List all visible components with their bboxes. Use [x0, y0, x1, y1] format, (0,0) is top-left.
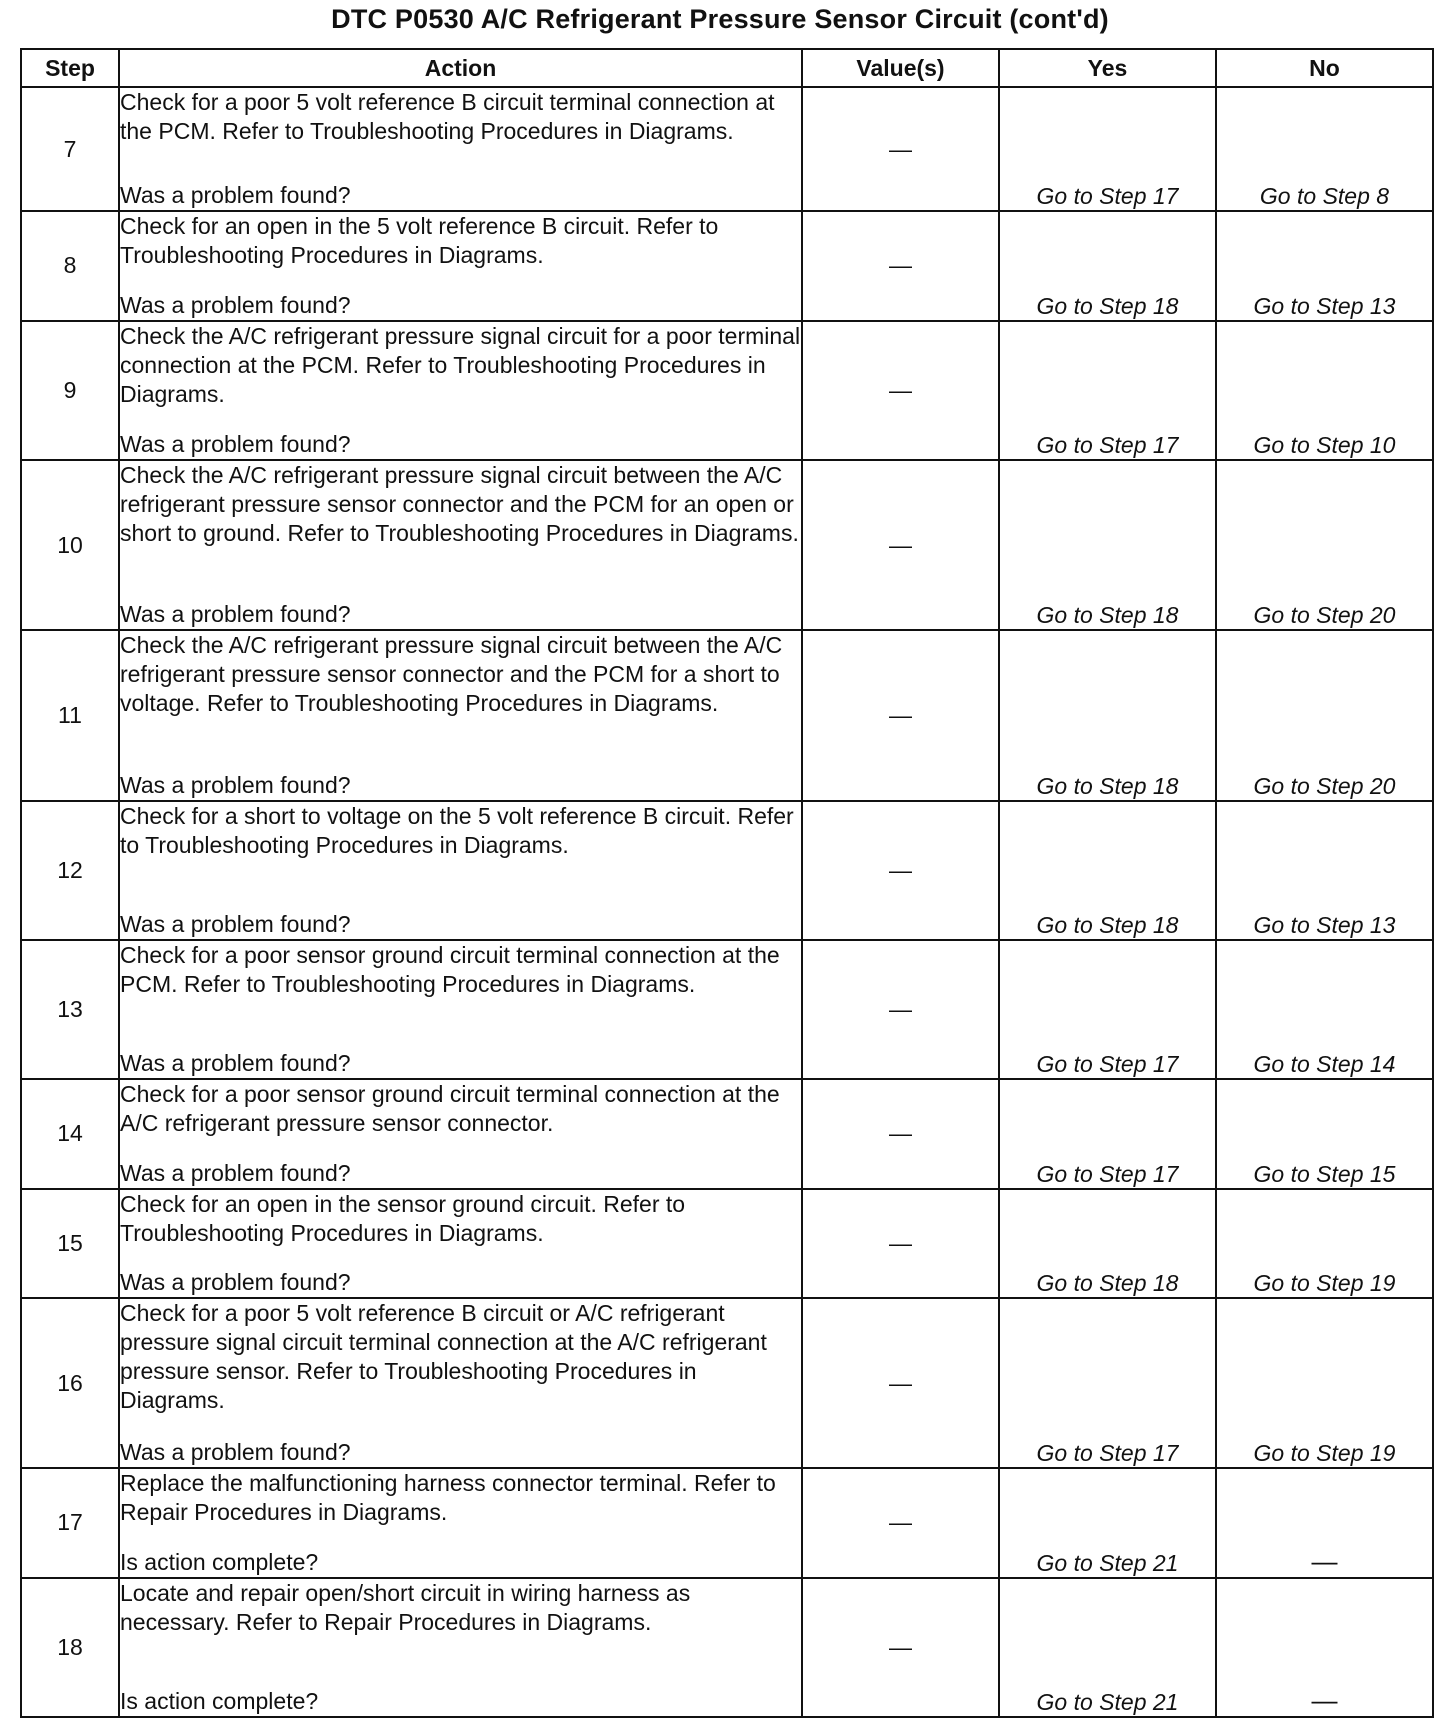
- yes-cell: Go to Step 17: [999, 87, 1216, 211]
- table-row: [21, 211, 1433, 320]
- step-number: 15: [21, 1189, 119, 1298]
- action-text: Check the A/C refrigerant pressure signal circuit between the A/C refrigerant pressure sensor connector and the PCM for an open or short to ground. Refer to Troubleshooting Procedures in Diagrams.: [120, 461, 799, 546]
- action-cell: [119, 460, 802, 630]
- value-cell: —: [802, 321, 999, 460]
- action-question: Was a problem found?: [120, 771, 351, 798]
- no-cell: Go to Step 14: [1216, 940, 1433, 1079]
- no-cell: Go to Step 15: [1216, 1079, 1433, 1188]
- table-row: [21, 460, 1433, 630]
- page-title: DTC P0530 A/C Refrigerant Pressure Sensor Circuit (cont'd): [331, 4, 1109, 34]
- step-number: 14: [21, 1079, 119, 1188]
- value-cell: —: [802, 211, 999, 320]
- action-text: Check for an open in the sensor ground circuit. Refer to Troubleshooting Procedures in Diagrams.: [120, 1190, 686, 1246]
- action-cell: [119, 211, 802, 320]
- no-cell: Go to Step 19: [1216, 1298, 1433, 1468]
- step-number: 18: [21, 1578, 119, 1717]
- action-question: Was a problem found?: [120, 291, 351, 318]
- step-number: 16: [21, 1298, 119, 1468]
- action-cell: [119, 321, 802, 460]
- step-number: 17: [21, 1468, 119, 1577]
- step-number: 9: [21, 321, 119, 460]
- value-cell: —: [802, 1468, 999, 1577]
- step-number: 10: [21, 460, 119, 630]
- action-question: Was a problem found?: [120, 1159, 351, 1186]
- action-text: Check the A/C refrigerant pressure signal circuit for a poor terminal connection at the PCM. Refer to Troubleshooting Procedures in Diagrams.: [120, 322, 801, 407]
- diagnostic-table: [20, 48, 1434, 1718]
- action-question: Was a problem found?: [120, 430, 351, 457]
- table-row: [21, 940, 1433, 1079]
- value-cell: —: [802, 940, 999, 1079]
- yes-cell: Go to Step 17: [999, 940, 1216, 1079]
- action-text: Check for a short to voltage on the 5 volt reference B circuit. Refer to Troubleshooting Procedures in Diagrams.: [120, 802, 794, 858]
- action-question: Is action complete?: [120, 1548, 319, 1575]
- action-text: Check for a poor sensor ground circuit terminal connection at the PCM. Refer to Troubleshooting Procedures in Diagrams.: [120, 942, 780, 998]
- no-cell: Go to Step 10: [1216, 321, 1433, 460]
- action-question: Was a problem found?: [120, 601, 351, 628]
- no-cell: [1216, 1468, 1433, 1577]
- table-row: [21, 1079, 1433, 1188]
- no-cell: Go to Step 20: [1216, 460, 1433, 630]
- no-cell: Go to Step 13: [1216, 801, 1433, 940]
- yes-cell: Go to Step 17: [999, 1079, 1216, 1188]
- header-yes: Yes: [999, 49, 1216, 87]
- no-cell: [1216, 1578, 1433, 1717]
- value-cell: —: [802, 801, 999, 940]
- action-question: Was a problem found?: [120, 1439, 351, 1466]
- action-cell: [119, 1578, 802, 1717]
- table-row: [21, 1298, 1433, 1468]
- yes-cell: Go to Step 21: [999, 1468, 1216, 1577]
- table-row: [21, 1189, 1433, 1298]
- yes-cell: Go to Step 17: [999, 1298, 1216, 1468]
- step-number: 7: [21, 87, 119, 211]
- yes-cell: Go to Step 18: [999, 211, 1216, 320]
- step-number: 8: [21, 211, 119, 320]
- yes-cell: Go to Step 18: [999, 801, 1216, 940]
- no-cell: Go to Step 13: [1216, 211, 1433, 320]
- action-text: Check the A/C refrigerant pressure signal circuit between the A/C refrigerant pressure sensor connector and the PCM for a short to voltage. Refer to Troubleshooting Procedures in Diagrams.: [120, 632, 783, 717]
- value-cell: —: [802, 1578, 999, 1717]
- value-cell: —: [802, 1189, 999, 1298]
- no-cell: Go to Step 19: [1216, 1189, 1433, 1298]
- action-cell: [119, 1189, 802, 1298]
- no-cell: Go to Step 20: [1216, 630, 1433, 800]
- header-values: Value(s): [802, 49, 999, 87]
- yes-cell: Go to Step 18: [999, 460, 1216, 630]
- step-number: 11: [21, 630, 119, 800]
- action-question: Is action complete?: [120, 1688, 319, 1714]
- no-cell: Go to Step 8: [1216, 87, 1433, 211]
- no-dash: —: [1311, 1545, 1338, 1576]
- table-row: [21, 1468, 1433, 1577]
- value-cell: —: [802, 87, 999, 211]
- header-step: Step: [21, 49, 119, 87]
- action-question: Was a problem found?: [120, 1268, 351, 1295]
- action-text: Check for a poor 5 volt reference B circuit or A/C refrigerant pressure signal circuit terminal connection at the A/C refrigerant pressure sensor. Refer to Troubleshooting Procedures in Diagrams.: [120, 1299, 767, 1413]
- action-text: Check for a poor sensor ground circuit terminal connection at the A/C refrigerant pressure sensor connector.: [120, 1081, 780, 1137]
- action-cell: [119, 1298, 802, 1468]
- no-dash: —: [1311, 1685, 1338, 1715]
- action-text: Check for a poor 5 volt reference B circuit terminal connection at the PCM. Refer to Troubleshooting Procedures in Diagrams.: [120, 89, 775, 144]
- header-action: Action: [119, 49, 802, 87]
- yes-cell: Go to Step 18: [999, 1189, 1216, 1298]
- value-cell: —: [802, 630, 999, 800]
- yes-cell: Go to Step 18: [999, 630, 1216, 800]
- action-question: Was a problem found?: [120, 1050, 351, 1077]
- action-question: Was a problem found?: [120, 182, 351, 209]
- action-cell: [119, 87, 802, 211]
- table-row: [21, 87, 1433, 211]
- step-number: 12: [21, 801, 119, 940]
- action-cell: [119, 940, 802, 1079]
- action-cell: [119, 630, 802, 800]
- header-no: No: [1216, 49, 1433, 87]
- action-cell: [119, 801, 802, 940]
- value-cell: —: [802, 460, 999, 630]
- table-row: [21, 1578, 1433, 1717]
- step-number: 13: [21, 940, 119, 1079]
- action-text: Replace the malfunctioning harness connector terminal. Refer to Repair Procedures in Diagrams.: [120, 1470, 776, 1526]
- table-row: [21, 801, 1433, 940]
- table-row: [21, 630, 1433, 800]
- value-cell: —: [802, 1298, 999, 1468]
- yes-cell: Go to Step 17: [999, 321, 1216, 460]
- action-question: Was a problem found?: [120, 911, 351, 938]
- action-cell: [119, 1468, 802, 1577]
- action-cell: [119, 1079, 802, 1188]
- table-row: [21, 321, 1433, 460]
- header-row: [21, 49, 1433, 87]
- action-text: Locate and repair open/short circuit in wiring harness as necessary. Refer to Repair Procedures in Diagrams.: [120, 1579, 691, 1635]
- action-text: Check for an open in the 5 volt reference B circuit. Refer to Troubleshooting Procedures in Diagrams.: [120, 213, 719, 269]
- yes-cell: Go to Step 21: [999, 1578, 1216, 1717]
- value-cell: —: [802, 1079, 999, 1188]
